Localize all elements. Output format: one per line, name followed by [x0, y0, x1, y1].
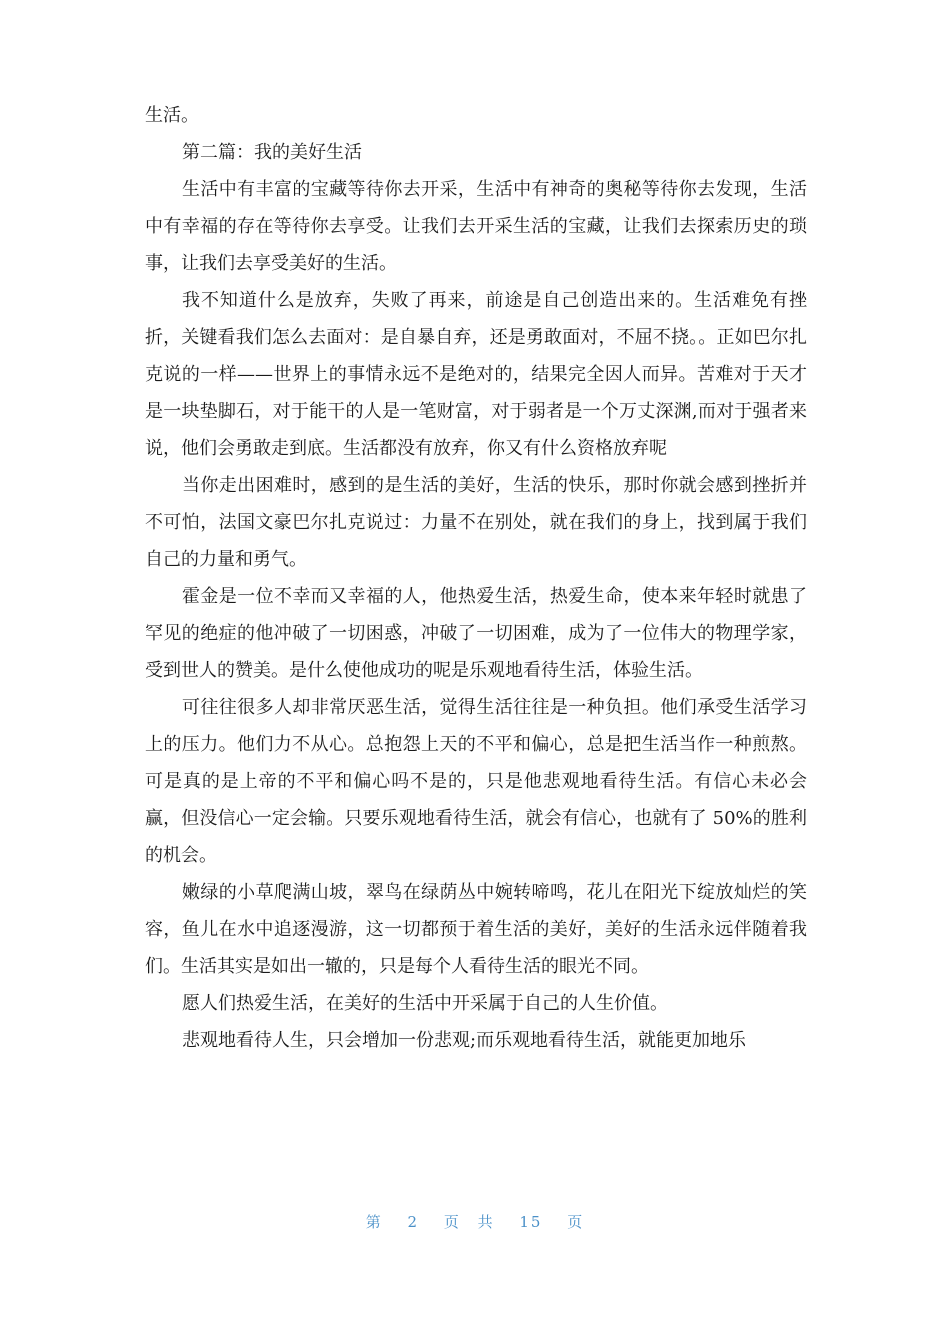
footer-prefix: 第: [365, 1213, 383, 1231]
page-footer: [0, 1211, 950, 1232]
paragraph: 我不知道什么是放弃，失败了再来，前途是自己创造出来的。生活难免有挫折，关键看我们怎么去面对：是自暴自弃，还是勇敢面对，不屈不挠。。正如巴尔扎克说的一样——世界上的事情永远不是绝对的，结果完全因人而异。苦难对于天才是一块垫脚石，对于能干的人是一笔财富，对于弱者是一个万丈深渊,而对于强者来说，他们会勇敢走到底。生活都没有放弃，你又有什么资格放弃呢: [145, 290, 807, 459]
paragraph: 当你走出困难时，感到的是生活的美好，生活的快乐，那时你就会感到挫折并不可怕，法国文豪巴尔扎克说过：力量不在别处，就在我们的身上，找到属于我们自己的力量和勇气。: [145, 475, 807, 570]
paragraph: 霍金是一位不幸而又幸福的人，他热爱生活，热爱生命，使本来年轻时就患了罕见的绝症的他冲破了一切困惑，冲破了一切困难，成为了一位伟大的物理学家，受到世人的赞美。是什么使他成功的呢是乐观地看待生活，体验生活。: [145, 586, 807, 681]
paragraph: 生活中有丰富的宝藏等待你去开采，生活中有神奇的奥秘等待你去发现，生活中有幸福的存在等待你去享受。让我们去开采生活的宝藏，让我们去探索历史的琐事，让我们去享受美好的生活。: [145, 179, 807, 274]
document-body: [145, 97, 807, 1059]
paragraph: 悲观地看待人生，只会增加一份悲观;而乐观地看待生活，就能更加地乐: [182, 1030, 747, 1051]
footer-total-pages: 15: [519, 1213, 543, 1231]
paragraph-continuation: 生活。: [145, 105, 199, 126]
footer-suffix: 页: [567, 1213, 585, 1231]
paragraph: 愿人们热爱生活，在美好的生活中开采属于自己的人生价值。: [182, 993, 668, 1014]
paragraph: 可往往很多人却非常厌恶生活，觉得生活往往是一种负担。他们承受生活学习上的压力。他们力不从心。总抱怨上天的不平和偏心，总是把生活当作一种煎熬。可是真的是上帝的不平和偏心吗不是的，只是他悲观地看待生活。有信心未必会赢，但没信心一定会输。只要乐观地看待生活，就会有信心，也就有了 50%的胜利的机会。: [145, 697, 807, 866]
footer-page-number: 2: [407, 1213, 420, 1231]
footer-middle: 页 共: [443, 1213, 495, 1231]
paragraph: 嫩绿的小草爬满山坡，翠鸟在绿荫丛中婉转啼鸣，花儿在阳光下绽放灿烂的笑容，鱼儿在水中追逐漫游，这一切都预于着生活的美好，美好的生活永远伴随着我们。生活其实是如出一辙的，只是每个人看待生活的眼光不同。: [145, 882, 807, 977]
section-heading: 第二篇：我的美好生活: [182, 142, 362, 163]
